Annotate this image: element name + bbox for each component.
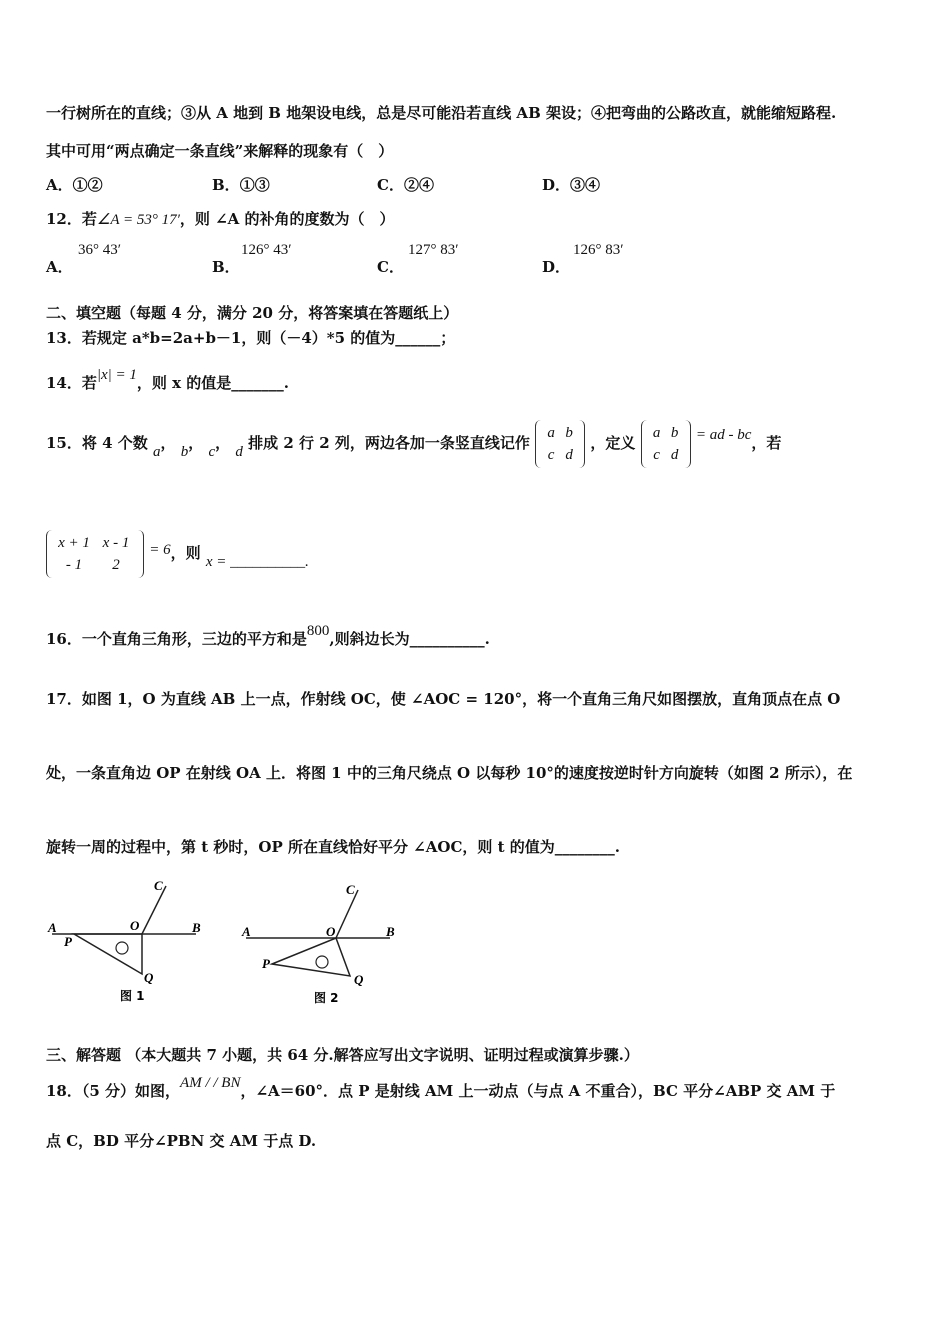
fig1-label-q: Q <box>144 970 154 985</box>
figure-2 <box>238 878 408 1008</box>
fig1-label-o: O <box>130 918 140 933</box>
q12-option-c-label[interactable]: C． <box>377 258 404 276</box>
q12-option-a-value: 36° 43′ <box>78 242 122 258</box>
q11-option-c[interactable]: C．②④ <box>377 176 434 194</box>
fig2-label-p: P <box>262 956 270 971</box>
section3-heading: 三、解答题 （本大题共 7 小题，共 64 分.解答应写出文字说明、证明过程或演算步骤.） <box>46 1046 639 1064</box>
q12-option-d-value: 126° 83′ <box>573 242 624 258</box>
fig2-label-q: Q <box>354 972 364 987</box>
q11-line1: 一行树所在的直线；③从 A 地到 B 地架设电线，总是尽可能沿若直线 AB 架设；④把弯曲的公路改直，就能缩短路程. <box>46 104 837 122</box>
q17-line3: 旋转一周的过程中，第 t 秒时，OP 所在直线恰好平分 ∠AOC，则 t 的值为________. <box>46 838 620 856</box>
fig1-caption: 图 1 <box>120 989 145 1003</box>
section2-heading: 二、填空题（每题 4 分，满分 20 分，将答案填在答题纸上） <box>46 304 459 322</box>
q16: 16．一个直角三角形，三边的平方和是800,则斜边长为__________. <box>46 623 490 648</box>
q18-line2: 点 C，BD 平分∠PBN 交 AM 于点 D. <box>46 1132 317 1150</box>
q14: 14．若|x| = 1，则 x 的值是_______. <box>46 367 290 392</box>
q11-option-a[interactable]: A．①② <box>46 176 103 194</box>
q11-line2: 其中可用“两点确定一条直线”来解释的现象有（ ） <box>46 142 394 160</box>
fig2-label-a: A <box>242 924 251 939</box>
q12-option-b-value: 126° 43′ <box>241 242 292 258</box>
q15-matrix-equation: x + 1 x - 1 - 1 2 <box>46 530 144 578</box>
q15-matrix-definition: a b c d <box>641 420 691 468</box>
q12-option-b-label[interactable]: B． <box>212 258 240 276</box>
fig2-label-c: C <box>346 882 355 897</box>
q12-option-c-value: 127° 83′ <box>408 242 459 258</box>
q12-option-d-label[interactable]: D． <box>542 258 571 276</box>
q15-line2: x + 1 x - 1 - 1 2 = 6，则 x = __________. <box>46 530 309 578</box>
q15-matrix-notation: a b c d <box>535 420 585 468</box>
fig1-label-a: A <box>48 920 57 935</box>
q12-option-a-label[interactable]: A． <box>46 258 73 276</box>
figure-1 <box>44 878 214 1008</box>
q17-line1: 17．如图 1，O 为直线 AB 上一点，作射线 OC，使 ∠AOC = 120°，将一个直角三角尺如图摆放，直角顶点在点 O <box>46 690 841 708</box>
q11-option-b[interactable]: B．①③ <box>212 176 270 194</box>
fig2-label-o: O <box>326 924 336 939</box>
fig2-caption: 图 2 <box>314 991 339 1005</box>
fig2-label-b: B <box>386 924 395 939</box>
fig1-label-c: C <box>154 878 163 893</box>
q11-option-d[interactable]: D．③④ <box>542 176 601 194</box>
q15-line1: 15．将 4 个数 a， b， c， d 排成 2 行 2 列，两边各加一条竖直线记作 a b c d ，定义 a b c d = ad - bc，若 <box>46 420 781 468</box>
fig1-label-b: B <box>192 920 201 935</box>
q13: 13．若规定 a*b=2a+b－1，则（－4）*5 的值为______； <box>46 329 456 347</box>
q18-line1: 18．（5 分）如图，AM / / BN，∠A＝60°．点 P 是射线 AM 上一动点（与点 A 不重合），BC 平分∠ABP 交 AM 于 <box>46 1075 836 1100</box>
fig1-label-p: P <box>64 934 72 949</box>
q12-stem: 12．若∠A = 53° 17′，则 ∠A 的补角的度数为（ ） <box>46 210 395 228</box>
q17-line2: 处，一条直角边 OP 在射线 OA 上．将图 1 中的三角尺绕点 O 以每秒 10°的速度按逆时针方向旋转（如图 2 所示），在 <box>46 764 853 782</box>
